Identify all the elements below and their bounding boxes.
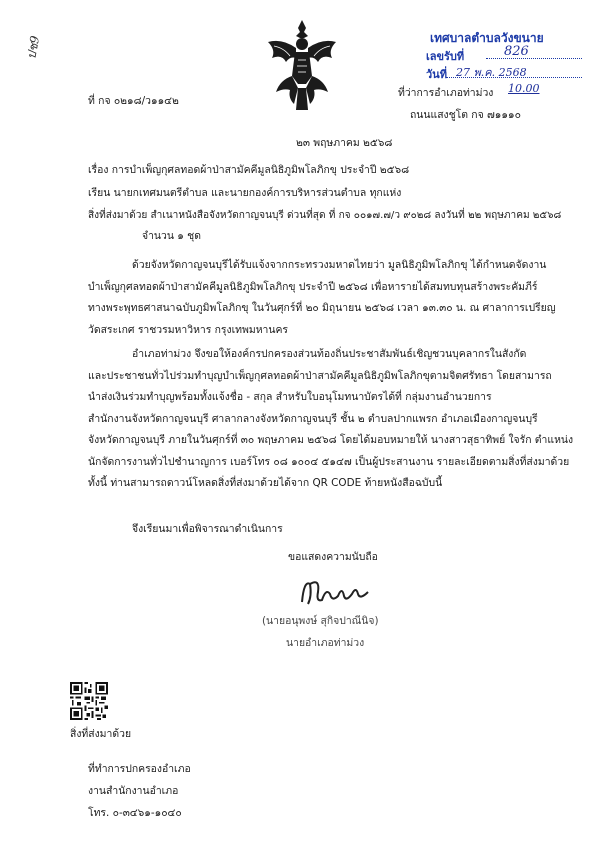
paragraph-line: บำเพ็ญกุศลทอดผ้าป่าสามัคคีมูลนิธิภูมิพโลภิกขุ ประจำปี ๒๕๖๘ เพื่อหารายได้สมทบทุนสร้างพระคัมภีร์ bbox=[88, 280, 538, 293]
qr-code-icon[interactable] bbox=[70, 682, 108, 720]
closing-request: จึงเรียนมาเพื่อพิจารณาดำเนินการ bbox=[132, 523, 283, 535]
stamp-date-value: 27 พ.ค. 2568 bbox=[456, 66, 527, 79]
stamp-office: เทศบาลตำบลวังขนาย bbox=[430, 31, 544, 45]
signer-name: (นายอนุพงษ์ สุกิจปาณีนิจ) bbox=[262, 615, 379, 627]
paragraph-line: นักจัดการงานทั่วไปชำนาญการ เบอร์โทร ๐๘ ๑๐๐๔ ๕๑๔๗ เป็นผู้ประสานงาน รายละเอียดตามสิ่งที่ส่งมาด้วย bbox=[88, 455, 570, 468]
qr-caption: สิ่งที่ส่งมาด้วย bbox=[70, 728, 132, 740]
letter-date: ๒๓ พฤษภาคม ๒๕๖๘ bbox=[296, 137, 393, 149]
subject-line: เรื่อง การบำเพ็ญกุศลทอดผ้าป่าสามัคคีมูลนิธิภูมิพโลภิกขุ ประจำปี ๒๕๖๘ bbox=[88, 164, 410, 176]
stamp-time-value: 10.00 bbox=[508, 82, 540, 95]
paragraph-line: ทางพระพุทธศาสนาฉบับภูมิพโลภิกขุ ในวันศุกร์ที่ ๒๐ มิถุนายน ๒๕๖๘ เวลา ๑๓.๓๐ น. ณ ศาลาการเปรียญ bbox=[88, 302, 556, 314]
paragraph-line: นำส่งเงินร่วมทำบุญพร้อมทั้งแจ้งชื่อ - สกุล สำหรับใบอนุโมทนาบัตรได้ที่ กลุ่มงานอำนวยการ bbox=[88, 391, 492, 403]
paragraph-line: สำนักงานจังหวัดกาญจนบุรี ศาลากลางจังหวัดกาญจนบุรี ชั้น ๒ ตำบลปากแพรก อำเภอเมืองกาญจนบุรี bbox=[88, 412, 538, 425]
paragraph-line: จังหวัดกาญจนบุรี ภายในวันศุกร์ที่ ๓๐ พฤษภาคม ๒๕๖๘ โดยได้มอบหมายให้ นางสาวสุธาทิพย์ ใจรัก ตำแหน่ง bbox=[88, 434, 574, 446]
stamp-date-label: วันที่ bbox=[426, 68, 447, 81]
stamp-received-label: เลขรับที่ bbox=[426, 50, 465, 63]
attachment-count: จำนวน ๑ ชุด bbox=[142, 230, 201, 242]
paragraph-line: อำเภอท่าม่วง จึงขอให้องค์กรปกครองส่วนท้องถิ่นประชาสัมพันธ์เชิญชวนบุคลากรในสังกัด bbox=[132, 348, 527, 360]
stamp-divider bbox=[446, 77, 582, 78]
margin-note: ปช9 bbox=[24, 34, 43, 61]
signer-position: นายอำเภอท่าม่วง bbox=[286, 637, 365, 649]
closing-salutation: ขอแสดงความนับถือ bbox=[288, 551, 378, 563]
department-line-2: งานสำนักงานอำเภอ bbox=[88, 785, 179, 797]
sender-address: ถนนแสงชูโต กจ ๗๑๑๑๐ bbox=[410, 109, 521, 121]
paragraph-line: และประชาชนทั่วไปร่วมทำบุญบำเพ็ญกุศลทอดผ้าป่าสามัคคีมูลนิธิภูมิพโลภิกขุตามจิตศรัทธา โดยสามารถ bbox=[88, 369, 552, 382]
attachment-line: สิ่งที่ส่งมาด้วย สำเนาหนังสือจังหวัดกาญจนบุรี ด่วนที่สุด ที่ กจ ๐๐๑๗.๗/ว ๙๐๒๘ ลงวันที่ ๒๒ พฤษภาคม ๒๕๖๘ bbox=[88, 210, 562, 221]
signature bbox=[294, 572, 384, 612]
body-paragraph-1 bbox=[88, 255, 556, 341]
telephone: โทร. ๐-๓๔๖๑-๑๐๔๐ bbox=[88, 807, 182, 819]
receipt-stamp bbox=[424, 26, 582, 82]
sender-office: ที่ว่าการอำเภอท่าม่วง bbox=[398, 87, 494, 99]
paragraph-line: ด้วยจังหวัดกาญจนบุรีได้รับแจ้งจากกระทรวงมหาดไทยว่า มูลนิธิภูมิพโลภิกขุ ได้กำหนดจัดงาน bbox=[132, 259, 547, 271]
stamp-divider bbox=[486, 58, 582, 59]
reference-number: ที่ กจ ๐๒๑๘/ว๑๑๔๒ bbox=[88, 95, 179, 107]
paragraph-line: ทั้งนี้ ท่านสามารถดาวน์โหลดสิ่งที่ส่งมาด้วยได้จาก QR CODE ท้ายหนังสือฉบับนี้ bbox=[88, 477, 443, 489]
stamp-received-no: 826 bbox=[504, 44, 529, 59]
garuda-emblem-icon bbox=[262, 18, 342, 114]
recipient-line: เรียน นายกเทศมนตรีตำบล และนายกองค์การบริหารส่วนตำบล ทุกแห่ง bbox=[88, 187, 402, 199]
paragraph-line: วัดสระเกศ ราชวรมหาวิหาร กรุงเทพมหานคร bbox=[88, 323, 289, 336]
department-line-1: ที่ทำการปกครองอำเภอ bbox=[88, 763, 191, 775]
body-paragraph-2 bbox=[88, 344, 574, 495]
